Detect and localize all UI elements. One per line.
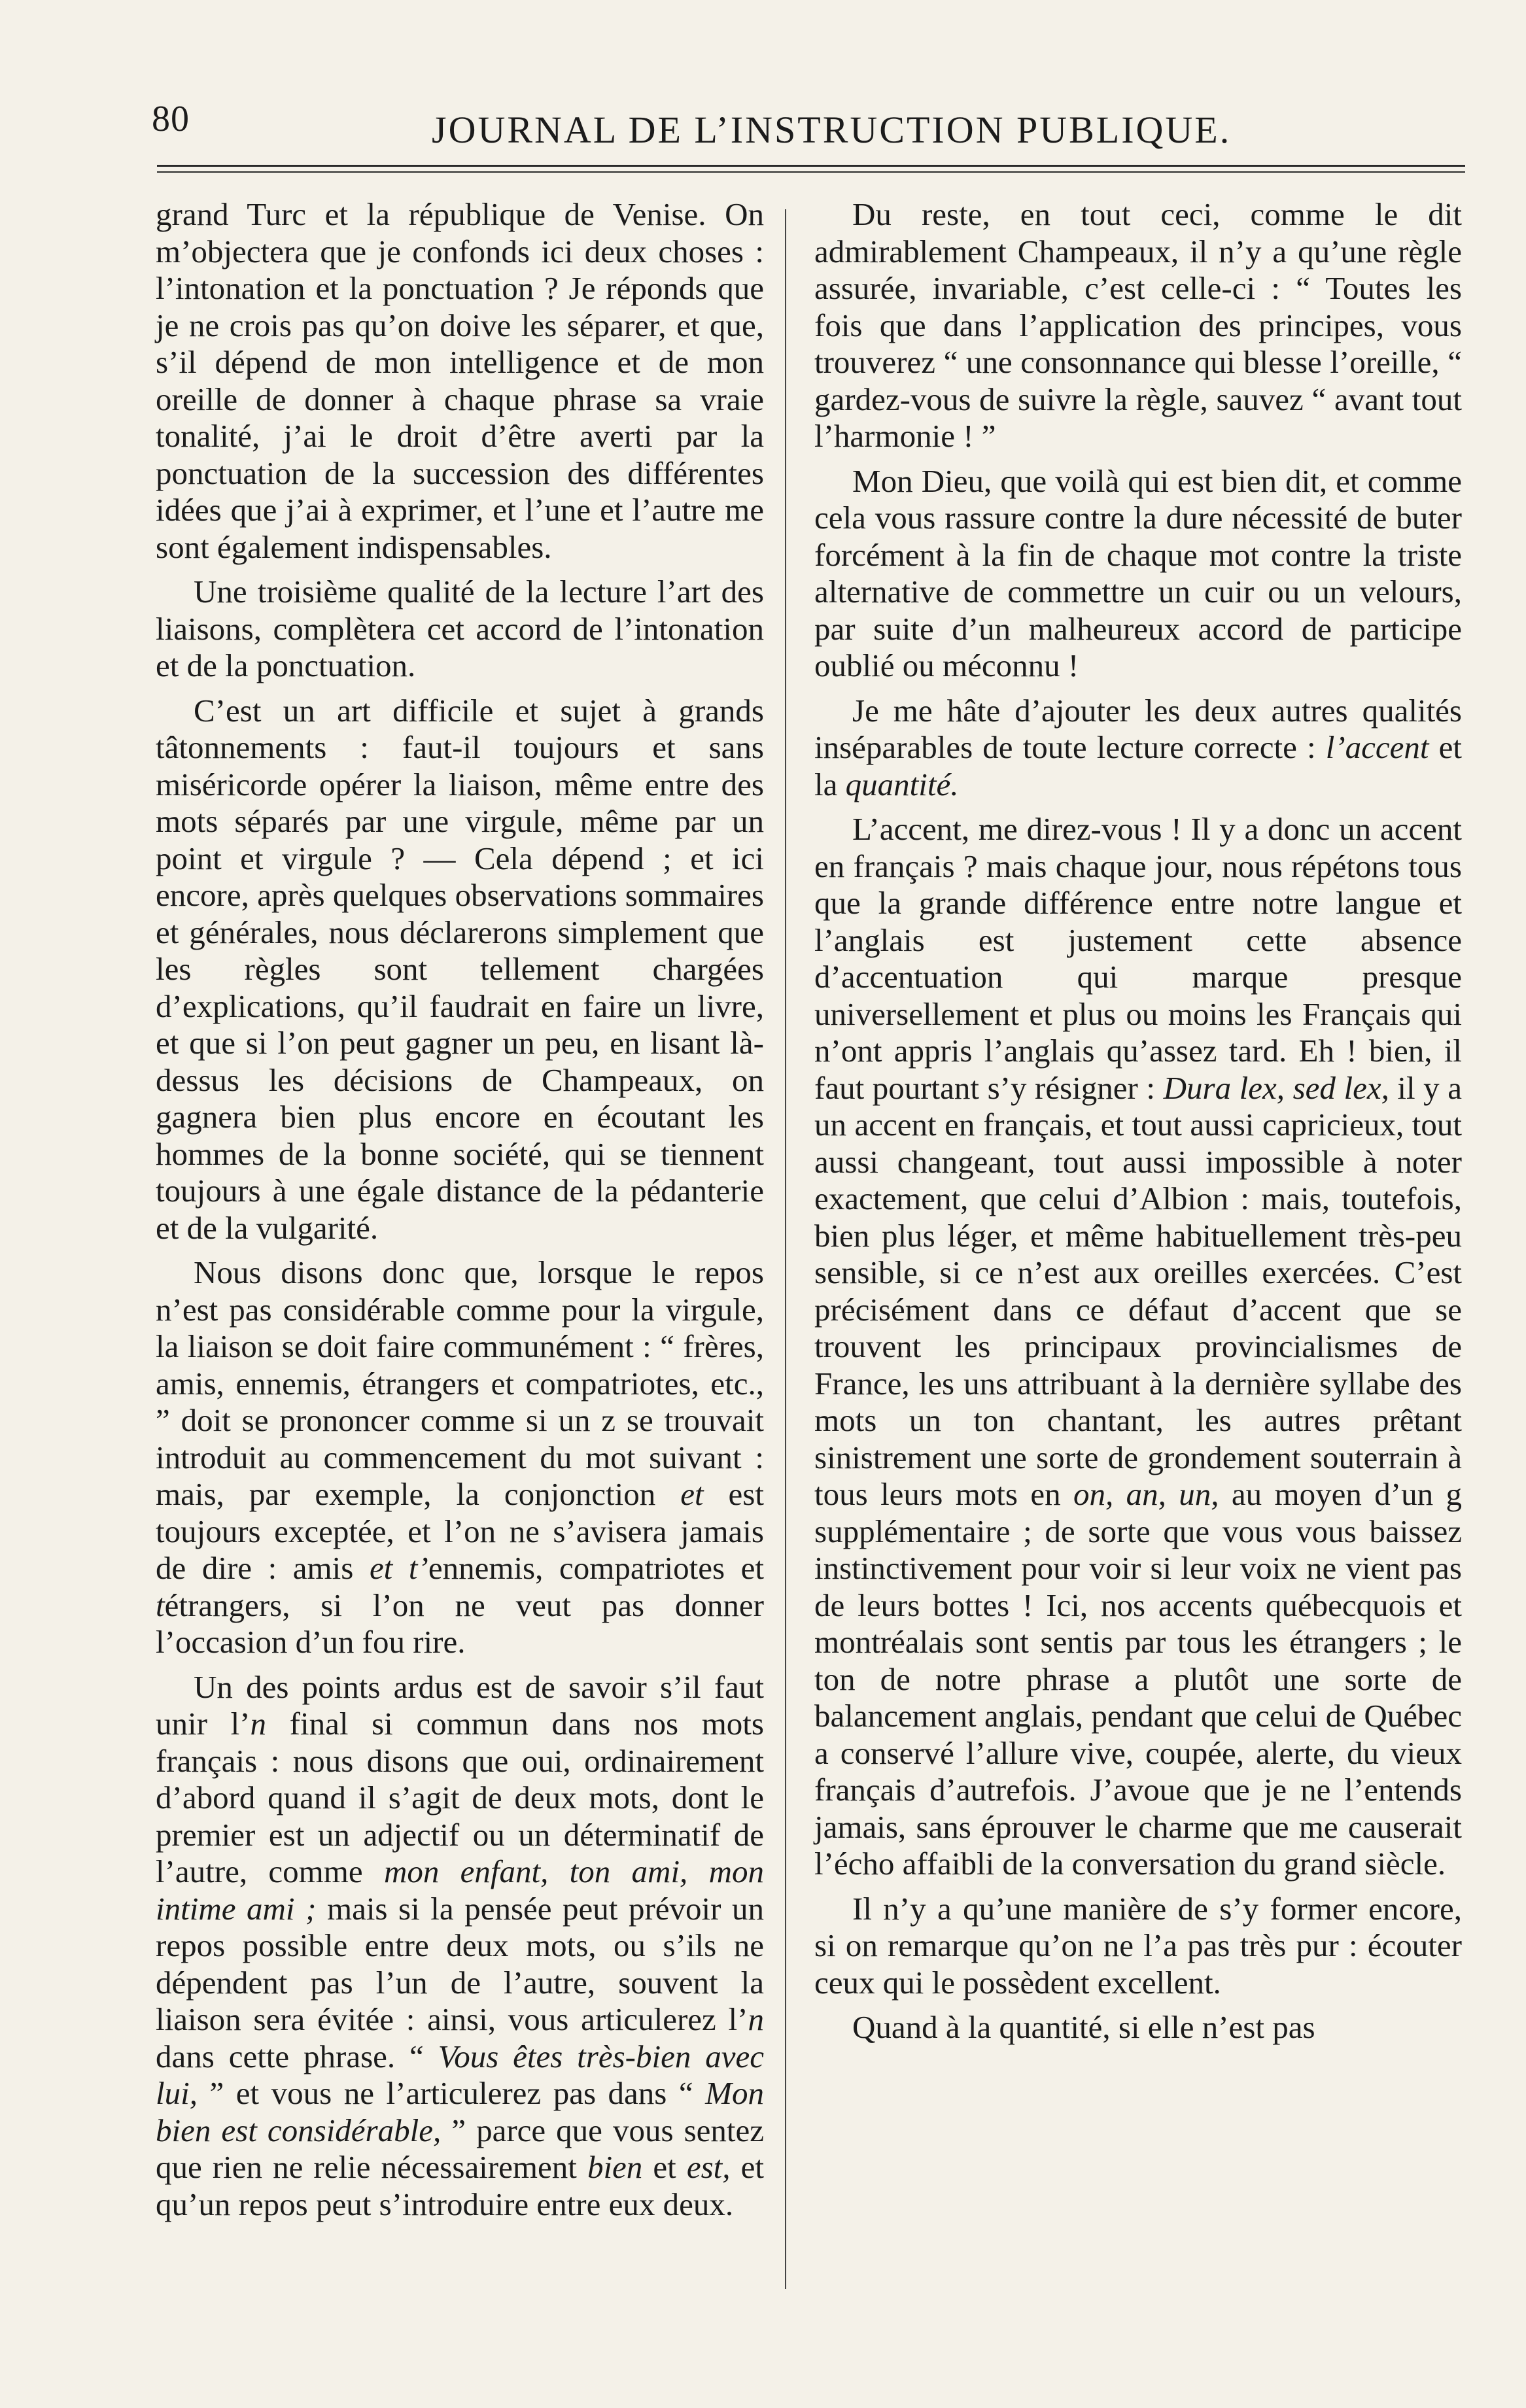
- paragraph: [156, 1254, 764, 1661]
- paragraph: Mon Dieu, que voilà qui est bien dit, et comme cela vous rassure contre la dure nécessité de buter forcément à la fin de chaque mot contre la triste alternative de commettre un cuir ou un velours, par suite d’un malheureux accord de participe oublié ou méconnu !: [814, 462, 1462, 683]
- italic-text: on, an, un,: [1073, 1476, 1219, 1512]
- italic-text: t: [156, 1587, 165, 1623]
- text-run: Un des points ardus est de savoir s’il faut unir l’: [156, 1668, 764, 1742]
- italic-text: mon enfant, ton ami, mon intime ami ;: [156, 1853, 764, 1927]
- paragraph: [156, 1669, 764, 2224]
- running-title: JOURNAL DE L’INSTRUCTION PUBLIQUE.: [432, 109, 1232, 151]
- italic-text: n: [250, 1706, 267, 1742]
- text-run: mais si la pensée peut prévoir un repos possible entre deux mots, ou s’ils ne dépendent pas l’un de l’autre, souvent la liaison sera évitée : ainsi, vous articulerez l’: [156, 1890, 765, 2037]
- header-rule: [157, 165, 1465, 167]
- text-run: ” parce que vous sentez que rien ne relie nécessairement: [156, 2112, 765, 2185]
- left-column: [156, 196, 764, 2223]
- text-run: et la: [814, 729, 1462, 802]
- italic-text: quantité.: [845, 766, 959, 802]
- text-run: est toujours exceptée, et l’on ne s’avisera jamais de dire : amis: [156, 1476, 764, 1586]
- italic-text: l’accent: [1325, 729, 1429, 765]
- paragraph: Il n’y a qu’une manière de s’y former encore, si on remarque qu’on ne l’a pas très pur : écouter ceux qui le possèdent excellent.: [814, 1890, 1462, 2001]
- paragraph: C’est un art difficile et sujet à grands tâtonnements : faut-il toujours et sans miséricorde opérer la liaison, même entre des mots séparés par une virgule, même par un point et virgule ? — Cela dépend ; et ici encore, après quelques observations sommaires et générales, nous déclarerons simplement que les règles sont tellement chargées d’explications, qu’il faudrait en faire un livre, et que si l’on peut gagner un peu, en lisant là-dessus les décisions de Champeaux, on gagnera bien plus encore en écoutant les hommes de la bonne société, qui se tiennent toujours à une égale distance de la pédanterie et de la vulgarité.: [156, 692, 764, 1246]
- italic-text: et t’: [369, 1550, 428, 1586]
- text-run: et qu’un repos peut s’introduire entre eux deux.: [156, 2149, 764, 2222]
- text-run: Nous disons donc que, lorsque le repos n’est pas considérable comme pour la virgule, la liaison se doit faire communément : “ frères, amis, ennemis, étrangers et compatriotes, etc., ” doit se prononcer comme si un z se trouvait introduit au commencement du mot suivant : mais, par exemple, la conjonction: [156, 1254, 764, 1512]
- text-run: et: [642, 2149, 687, 2185]
- italic-text: bien: [587, 2149, 643, 2185]
- text-run: étrangers, si l’on ne veut pas donner l’occasion d’un fou rire.: [156, 1587, 764, 1660]
- italic-text: est,: [686, 2149, 731, 2185]
- page-number: 80: [152, 99, 190, 139]
- column-divider: [785, 209, 786, 2289]
- text-run: il y a un accent en français, et tout aussi capricieux, tout aussi changeant, tout aussi impossible à noter exactement, que celui d’Albion : mais, toutefois, bien plus léger, et même habituellement très-peu sensible, si ce n’est aux oreilles exercées. C’est précisément dans ce défaut d’accent que se trouvent les principaux provincialismes de France, les uns attribuant à la dernière syllabe des mots un ton chantant, les autres prêtant sinistrement une sorte de grondement souterrain à tous leurs mots en: [814, 1069, 1463, 1512]
- text-run: final si commun dans nos mots français : nous disons que oui, ordinairement d’abord quand il s’agit de deux mots, dont le premier est un adjectif ou un déterminatif de l’autre, comme: [156, 1706, 764, 1889]
- paragraph: Du reste, en tout ceci, comme le dit admirablement Champeaux, il n’y a qu’une règle assurée, invariable, c’est celle-ci : “ Toutes les fois que dans l’application des principes, vous trouverez “ une consonnance qui blesse l’oreille, “ gardez-vous de suivre la règle, sauvez “ avant tout l’harmonie ! ”: [814, 196, 1462, 454]
- text-run: dans cette phrase. “: [156, 2038, 438, 2074]
- page-header: [0, 0, 1526, 150]
- paragraph: Quand à la quantité, si elle n’est pas: [852, 2009, 1315, 2045]
- italic-text: Dura lex, sed lex,: [1163, 1069, 1389, 1106]
- paragraph: [814, 693, 1462, 804]
- paragraph: Une troisième qualité de la lecture l’art des liaisons, complètera cet accord de l’intonation et de la ponctuation.: [156, 574, 764, 683]
- text-run: ” et vous ne l’articulerez pas dans “: [197, 2075, 706, 2111]
- paragraph: [814, 811, 1462, 1883]
- paragraph: grand Turc et la république de Venise. On m’objectera que je confonds ici deux choses : l’intonation et la ponctuation ? Je réponds que je ne crois pas qu’on doive les séparer, et que, s’il dépend de mon intelligence et de mon oreille de donner à chaque phrase sa vraie tonalité, j’ai le droit d’être averti par la ponctuation de la succession des différentes idées que j’ai à exprimer, et l’une et l’autre me sont également indispensables.: [156, 196, 764, 565]
- italic-text: n: [748, 2001, 764, 2037]
- text-run: au moyen d’un g supplémentaire ; de sorte que vous vous baissez instinctivement pour voir si leur voix ne vient pas de leurs bottes ! Ici, nos accents québecquois et montréalais sont sentis par tous les étrangers ; le ton de notre phrase a plutôt une sorte de balancement anglais, pendant que celui de Québec a conservé l’allure vive, coupée, alerte, du vieux français d’autrefois. J’avoue que je ne l’entends jamais, sans éprouver le charme que me causerait l’écho affaibli de la conversation du grand siècle.: [814, 1476, 1462, 1882]
- right-column: [814, 196, 1462, 2046]
- italic-text: Vous êtes très-bien avec lui,: [156, 2038, 764, 2111]
- header-rule-thin: [157, 171, 1465, 173]
- text-run: ennemis, compatriotes et: [428, 1550, 764, 1586]
- text-run: L’accent, me direz-vous ! Il y a donc un accent en français ? mais chaque jour, nous répétons tous que la grande différence entre notre langue et l’anglais est justement cette absence d’accentuation qui marque presque universellement et plus ou moins les Français qui n’ont appris l’anglais qu’assez tard. Eh ! bien, il faut pourtant s’y résigner :: [814, 811, 1462, 1106]
- text-run: Je me hâte d’ajouter les deux autres qualités inséparables de toute lecture correcte :: [814, 692, 1462, 765]
- italic-text: et: [680, 1476, 704, 1512]
- italic-text: Mon bien est considérable,: [156, 2075, 764, 2148]
